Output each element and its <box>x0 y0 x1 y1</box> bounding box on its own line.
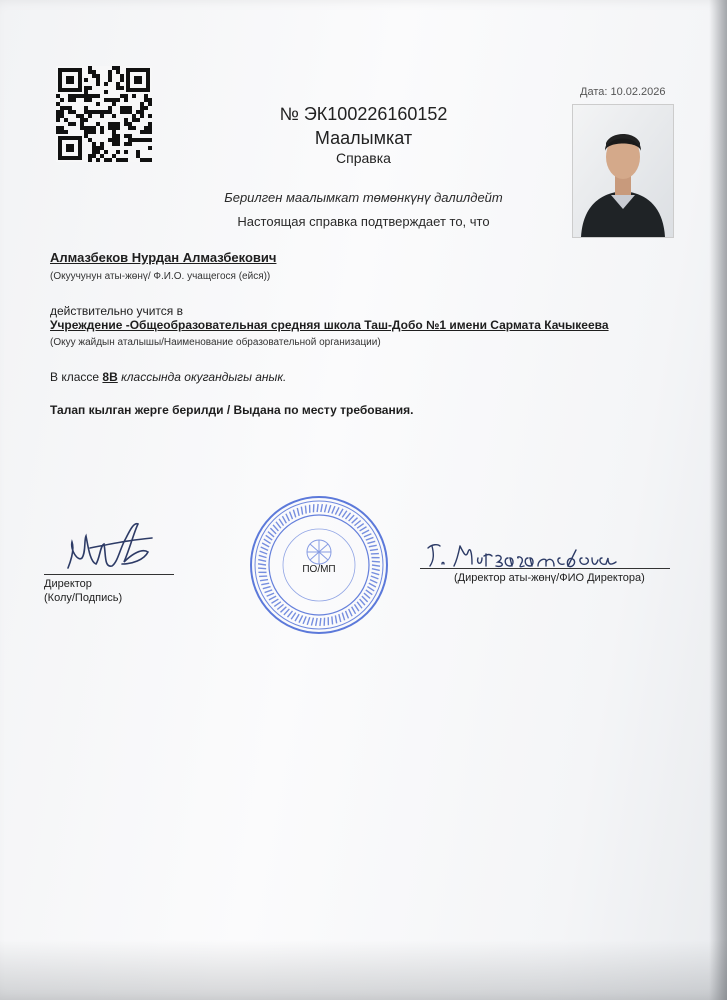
document-number: № ЭК100226160152 <box>279 104 448 124</box>
student-name-caption: (Окуучунун аты-жөнү/ Ф.И.О. учащегося (ейся)) <box>50 271 271 282</box>
director-name-line <box>420 568 670 569</box>
issue-date: Дата: 10.02.2026 <box>580 86 666 98</box>
signature-caption: (Колу/Подпись) <box>44 592 123 604</box>
director-handwritten-name <box>420 536 650 572</box>
student-name: Алмазбеков Нурдан Алмазбекович <box>50 250 277 265</box>
official-stamp <box>248 494 390 636</box>
studies-text: действительно учится в <box>50 304 184 318</box>
page-bottom-shade <box>0 940 727 1000</box>
confirm-text-ru: Настоящая справка подтверждает то, что <box>237 214 490 229</box>
school-caption: (Окуу жайдын аталышы/Наименование образовательной организации) <box>50 337 381 348</box>
director-signature <box>60 518 170 578</box>
signature-line <box>44 574 174 575</box>
school-name: Учреждение -Общеобразовательная средняя школа Таш-Добо №1 имени Сармата Качыкеева <box>50 318 609 332</box>
confirm-text-ky: Берилген маалымкат төмөнкүнү далилдейт <box>224 190 503 205</box>
stamp-center-text: ПО/МП <box>302 564 336 575</box>
director-name-caption: (Директор аты-жөнү/ФИО Директора) <box>454 572 645 584</box>
issued-text: Талап кылган жерге берилди / Выдана по месту требования. <box>50 403 414 417</box>
document-title: Маалымкат <box>314 128 413 148</box>
grade-line <box>50 370 286 384</box>
grade-suffix: классында окугандыгы анык. <box>121 370 287 384</box>
grade-value: 8В <box>102 370 118 384</box>
document-subtitle: Справка <box>336 150 391 166</box>
grade-prefix: В классе <box>50 370 100 384</box>
director-label: Директор <box>44 578 92 590</box>
